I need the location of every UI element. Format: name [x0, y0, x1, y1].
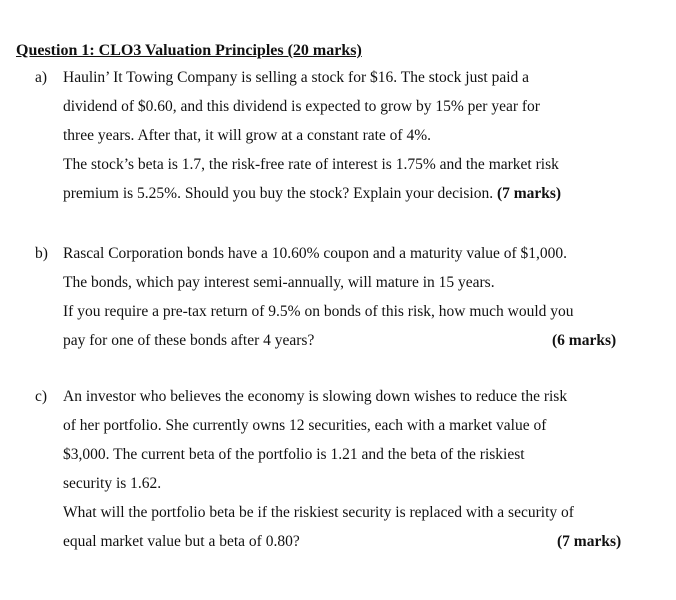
part-c-line: An investor who believes the economy is slowing down wishes to reduce the risk: [63, 388, 568, 405]
part-a-last-line: [63, 179, 561, 208]
part-c-line: equal market value but a beta of 0.80?: [63, 533, 300, 550]
part-c-line: $3,000. The current beta of the portfolio is 1.21 and the beta of the riskiest: [63, 446, 525, 463]
part-c-marks: (7 marks): [557, 533, 622, 550]
part-b-line: The bonds, which pay interest semi-annually, will mature in 15 years.: [63, 274, 495, 291]
part-b-line: Rascal Corporation bonds have a 10.60% coupon and a maturity value of $1,000.: [63, 245, 568, 262]
part-b-letter: b): [35, 245, 48, 262]
part-c-line: security is 1.62.: [63, 475, 162, 492]
part-c-letter: c): [35, 388, 48, 405]
part-a-marks: (7 marks): [496, 185, 562, 202]
part-a-line: Haulin’ It Towing Company is selling a stock for $16. The stock just paid a: [63, 69, 530, 86]
question-title: Question 1: CLO3 Valuation Principles (20 marks): [16, 42, 362, 59]
part-c-line: What will the portfolio beta be if the riskiest security is replaced with a security of: [63, 504, 574, 521]
part-c-line: of her portfolio. She currently owns 12 securities, each with a market value of: [63, 417, 547, 434]
part-a-line: three years. After that, it will grow at a constant rate of 4%.: [63, 127, 431, 144]
part-b-line: pay for one of these bonds after 4 years?: [63, 332, 315, 349]
part-a-line: dividend of $0.60, and this dividend is expected to grow by 15% per year for: [63, 98, 540, 115]
part-b-marks: (6 marks): [552, 332, 617, 349]
part-a-letter: a): [35, 69, 48, 86]
part-a-line: The stock’s beta is 1.7, the risk-free rate of interest is 1.75% and the market risk: [63, 156, 559, 173]
part-b-line: If you require a pre-tax return of 9.5% on bonds of this risk, how much would you: [63, 303, 574, 320]
part-a-line: premium is 5.25%. Should you buy the stock? Explain your decision.: [63, 185, 497, 202]
